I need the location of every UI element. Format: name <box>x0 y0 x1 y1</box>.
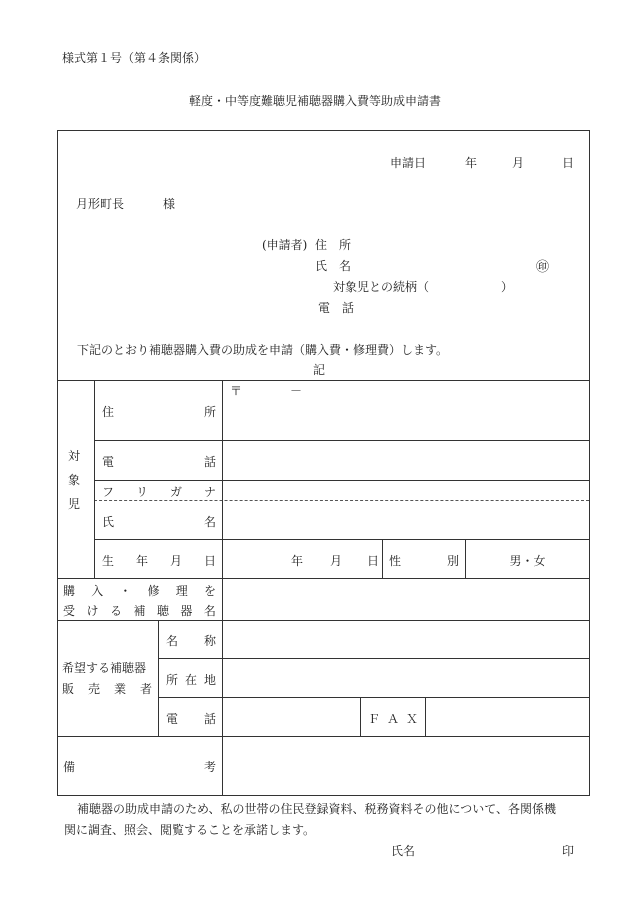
vendor-phone-field[interactable] <box>223 698 359 735</box>
consent-seal-label: 印 <box>562 844 575 858</box>
table-border-top <box>57 130 589 131</box>
relation-label: 対象児との続柄（ ） <box>333 280 514 294</box>
col-line <box>382 539 383 578</box>
consent-text-line2: 関に調査、照会、閲覧することを承諾します。 <box>64 823 316 837</box>
postal-dash: － <box>290 384 303 398</box>
birth-day: 日 <box>367 554 380 568</box>
remarks-field[interactable] <box>223 737 588 794</box>
device-name-field[interactable] <box>223 579 588 619</box>
table-border-right <box>589 130 590 796</box>
furigana-field[interactable] <box>223 481 588 499</box>
col-line <box>158 620 159 736</box>
furigana-label: フ リ ガ ナ <box>102 485 216 499</box>
remarks-label: 備 考 <box>63 760 216 774</box>
date-month: 月 <box>512 156 525 170</box>
form-number: 様式第１号（第４条関係） <box>62 51 207 65</box>
application-statement: 下記のとおり補聴器購入費の助成を申請（購入費・修理費）します。 <box>77 343 449 357</box>
seal-mark: ㊞ <box>536 260 550 275</box>
child-name-label: 氏 名 <box>102 515 216 529</box>
birth-month: 月 <box>330 554 343 568</box>
row-line <box>94 539 589 540</box>
col-line <box>360 697 361 736</box>
sex-label: 性 別 <box>389 554 459 568</box>
ki-note: 記 <box>313 363 326 377</box>
vendor-label-line1: 希望する補聴器 <box>62 661 147 675</box>
vendor-fax-field[interactable] <box>426 698 588 735</box>
applicant-address-label: 住 所 <box>315 238 352 252</box>
page-title: 軽度・中等度難聴児補聴器購入費等助成申請書 <box>188 94 441 108</box>
applicant-label: (申請者) <box>262 238 308 252</box>
device-label-line1: 購 入 ・ 修 理 を <box>63 584 216 598</box>
child-address-label: 住 所 <box>102 405 216 419</box>
sex-options[interactable]: 男・女 <box>509 554 546 568</box>
table-border-bottom <box>57 795 589 796</box>
application-date-label: 申請日 <box>390 156 427 170</box>
consent-text-line1: 補聴器の助成申請のため、私の世帯の住民登録資料、税務資料その他について、各関係機 <box>77 802 557 816</box>
birthdate-label: 生 年 月 日 <box>102 554 216 568</box>
child-address-field[interactable] <box>223 381 588 439</box>
date-day: 日 <box>562 156 575 170</box>
postal-mark: 〒 <box>230 384 243 398</box>
child-label-2: 象 <box>68 473 81 487</box>
consent-name-label: 氏名 <box>391 844 416 858</box>
vendor-location-label: 所 在 地 <box>166 673 216 687</box>
child-name-field[interactable] <box>223 501 588 538</box>
child-phone-label: 電 話 <box>102 455 216 469</box>
child-phone-field[interactable] <box>223 441 588 479</box>
birth-year: 年 <box>291 554 304 568</box>
vendor-name-field[interactable] <box>223 621 588 657</box>
applicant-name-label: 氏 名 <box>315 259 352 273</box>
vendor-label-line2: 販 売 業 者 <box>62 682 152 696</box>
child-label-3: 児 <box>68 497 81 511</box>
vendor-phone-label: 電 話 <box>166 712 216 726</box>
col-line <box>94 380 95 578</box>
addressee: 月形町長 <box>76 197 125 211</box>
table-border-left <box>57 130 58 796</box>
date-year: 年 <box>465 156 478 170</box>
vendor-name-label: 名 称 <box>166 634 216 648</box>
child-label-1: 対 <box>68 449 81 463</box>
applicant-phone-label: 電 話 <box>318 301 355 315</box>
device-label-line2: 受 け る 補 聴 器 名 <box>63 604 216 618</box>
addressee-honorific: 様 <box>163 197 176 211</box>
vendor-location-field[interactable] <box>223 659 588 696</box>
vendor-fax-label: Ｆ Ａ Ｘ <box>368 712 418 726</box>
